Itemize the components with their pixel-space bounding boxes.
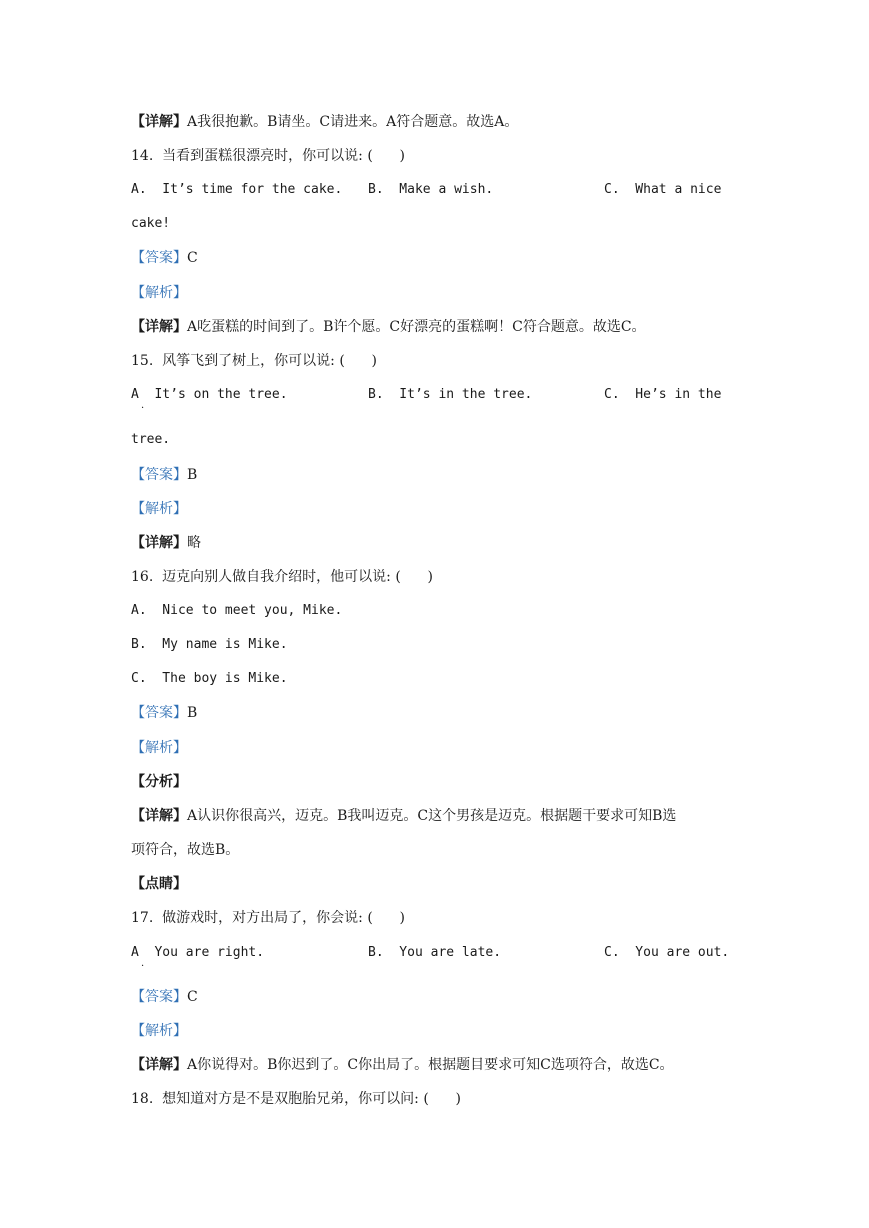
q17-option-a: A You are right. [131,945,265,960]
question-14: 14. 当看到蛋糕很漂亮时，你可以说: ( ) [131,148,405,164]
q14-option-c: C. What a nice [604,182,722,197]
analysis-15: 【解析】 [131,501,187,517]
detail-text: A吃蛋糕的时间到了。B许个愿。C好漂亮的蛋糕啊！C符合题意。故选C。 [187,319,646,335]
answer-value: B [187,705,198,721]
detail-16 [131,806,676,826]
q17-option-c: C. You are out. [604,945,730,960]
detail-tag: 【详解】 [131,114,187,130]
answer-16 [131,703,197,723]
question-17: 17. 做游戏时，对方出局了，你会说: ( ) [131,910,405,926]
analysis-14: 【解析】 [131,285,187,301]
q15-option-c-cont: tree. [131,432,171,447]
answer-17 [131,987,198,1007]
detail-tag: 【详解】 [131,1057,187,1073]
q16-option-b: B. My name is Mike. [131,637,288,652]
detail-14 [131,317,646,337]
answer-tag: 【答案】 [131,250,187,266]
q17-option-b: B. You are late. [368,945,502,960]
comment-16: 【点睛】 [131,876,187,892]
question-16: 16. 迈克向别人做自我介绍时，他可以说: ( ) [131,569,433,585]
q15-option-c: C. He’s in the [604,387,722,402]
answer-value: C [187,250,198,266]
analysis-heading-16: 【分析】 [131,774,187,790]
detail-text: A我很抱歉。B请坐。C请进来。A符合题意。故选A。 [187,114,519,130]
answer-value: B [187,467,198,483]
explanation-line [131,112,518,132]
q14-option-b: B. Make a wish. [368,182,494,197]
detail-text: A认识你很高兴，迈克。B我叫迈克。C这个男孩是迈克。根据题干要求可知B选 [187,808,677,824]
q16-option-c: C. The boy is Mike. [131,671,288,686]
answer-value: C [187,989,198,1005]
q15-option-a: A It’s on the tree. [131,387,288,402]
question-15: 15. 风筝飞到了树上，你可以说: ( ) [131,353,377,369]
detail-tag: 【详解】 [131,319,187,335]
detail-tag: 【详解】 [131,808,187,824]
q16-option-a: A. Nice to meet you, Mike. [131,603,343,618]
detail-15 [131,533,201,553]
analysis-17: 【解析】 [131,1023,187,1039]
q14-option-c-cont: cake! [131,216,171,231]
answer-14 [131,248,198,268]
answer-tag: 【答案】 [131,467,187,483]
answer-tag: 【答案】 [131,705,187,721]
q15-option-b: B. It’s in the tree. [368,387,533,402]
q14-option-a: A. It’s time for the cake. [131,182,343,197]
dot-mark: · [141,961,145,972]
question-18: 18. 想知道对方是不是双胞胎兄弟，你可以问: ( ) [131,1091,461,1107]
answer-tag: 【答案】 [131,989,187,1005]
detail-text: A你说得对。B你迟到了。C你出局了。根据题目要求可知C选项符合，故选C。 [187,1057,674,1073]
answer-15 [131,465,197,485]
analysis-16: 【解析】 [131,740,187,756]
detail-text: 略 [187,535,201,551]
detail-17 [131,1055,674,1075]
dot-mark: · [141,403,145,414]
detail-16-cont: 项符合，故选B。 [131,842,240,858]
detail-tag: 【详解】 [131,535,187,551]
